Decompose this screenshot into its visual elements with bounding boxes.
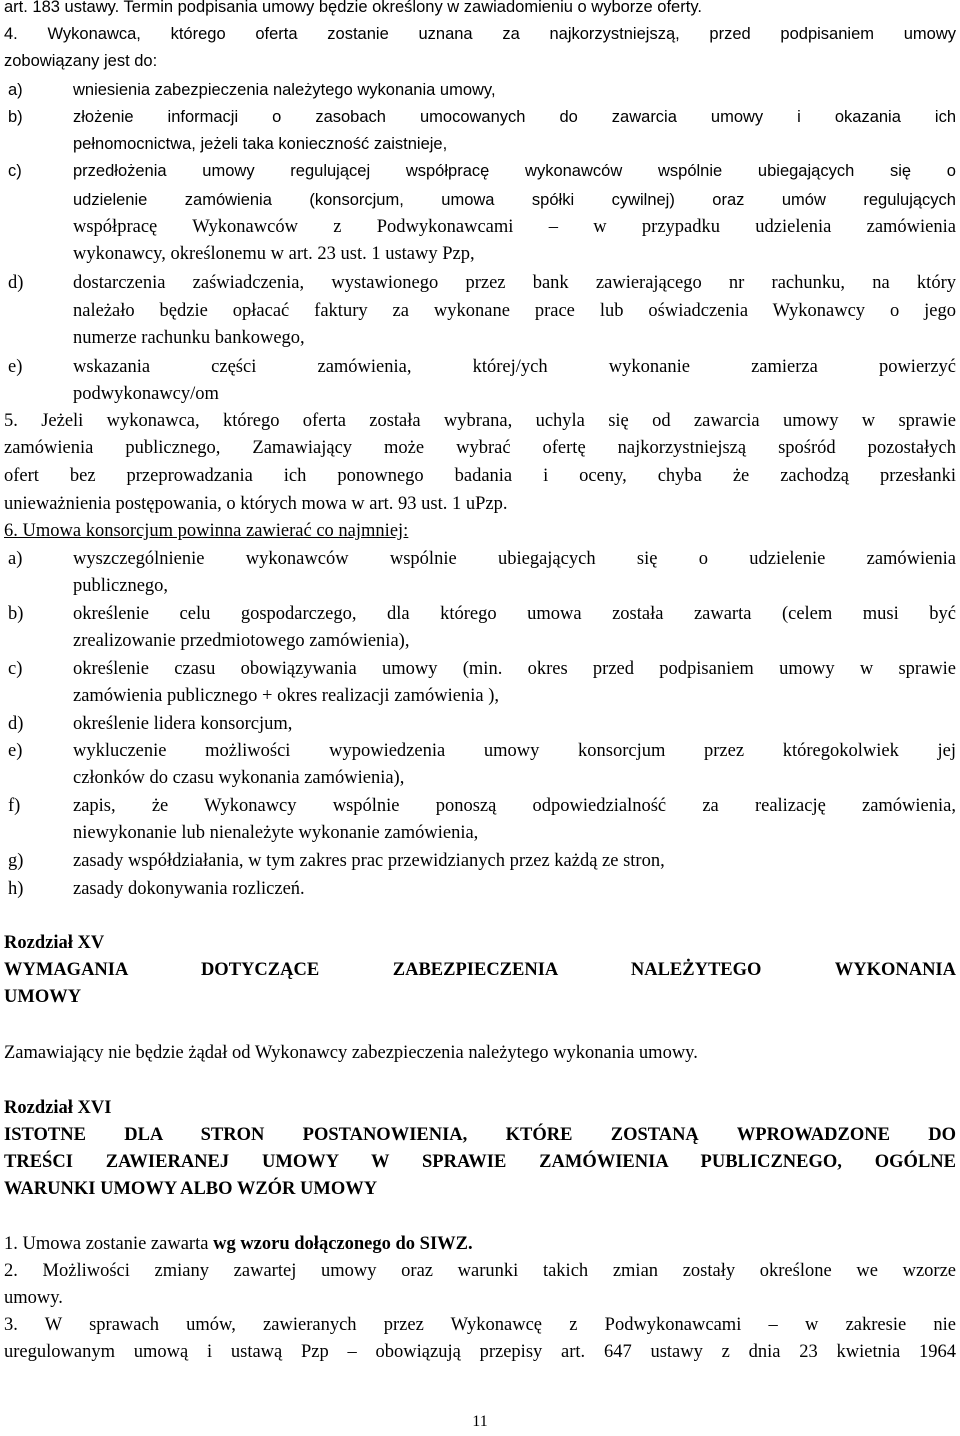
list-item xyxy=(4,354,956,381)
chapter-title: UMOWY xyxy=(4,987,82,1007)
list-label: c) xyxy=(8,659,23,679)
list-item xyxy=(4,158,956,185)
list-label: d) xyxy=(8,273,24,293)
text-line: 5. Jeżeli wykonawca, którego oferta została wybrana, uchyla się od zawarcia umowy w sprawie xyxy=(4,411,956,431)
list-item xyxy=(4,77,956,104)
list-text: należało będzie opłacać faktury za wykonane prace lub oświadczenia Wykonawcy o jego xyxy=(73,301,956,321)
list-text: podwykonawcy/om xyxy=(73,384,219,404)
list-text: zasady dokonywania rozliczeń. xyxy=(73,879,305,899)
list-label: e) xyxy=(8,357,23,377)
list-text: pełnomocnictwa, jeżeli taka konieczność zaistnieje, xyxy=(73,135,448,153)
list-text: udzielenie zamówienia (konsorcjum, umowa spółki cywilnej) oraz umów regulujących xyxy=(73,191,956,209)
list-item xyxy=(4,876,956,903)
list-text: wykluczenie możliwości wypowiedzenia umowy konsorcjum przez któregokolwiek jej xyxy=(73,741,956,761)
bold-text: wg wzoru dołączonego do SIWZ. xyxy=(213,1234,473,1254)
chapter-title: WYMAGANIA DOTYCZĄCE ZABEZPIECZENIA NALEŻYTEGO WYKONANIA xyxy=(4,960,956,980)
section-heading: 6. Umowa konsorcjum powinna zawierać co najmniej: xyxy=(4,521,409,541)
list-text: wskazania części zamówienia, której/ych wykonanie zamierza powierzyć xyxy=(73,357,956,377)
list-text: wykonawcy, określonemu w art. 23 ust. 1 ustawy Pzp, xyxy=(73,244,475,264)
list-label: b) xyxy=(8,108,23,126)
text-line: uregulowanym umową i ustawą Pzp – obowiązują przepisy art. 647 ustawy z dnia 23 kwietnia 1964 xyxy=(4,1342,956,1362)
text-line: 3. W sprawach umów, zawieranych przez Wykonawcę z Podwykonawcami – w zakresie nie xyxy=(4,1315,956,1335)
list-text: przedłożenia umowy regulującej współpracę wykonawców wspólnie ubiegających się o xyxy=(73,162,956,180)
list-label: e) xyxy=(8,741,23,761)
list-text: niewykonanie lub nienależyte wykonanie zamówienia, xyxy=(73,823,479,843)
list-text: członków do czasu wykonania zamówienia), xyxy=(73,768,405,788)
chapter-label: Rozdział XVI xyxy=(4,1098,112,1118)
list-item xyxy=(4,738,956,765)
list-text: numerze rachunku bankowego, xyxy=(73,328,305,348)
list-text: określenie celu gospodarczego, dla którego umowa została zawarta (celem musi być xyxy=(73,604,956,624)
text-line: Zamawiający nie będzie żądał od Wykonawcy zabezpieczenia należytego wykonania umowy. xyxy=(4,1043,698,1063)
list-label: h) xyxy=(8,879,24,899)
list-item xyxy=(4,104,956,131)
list-item xyxy=(4,656,956,683)
list-item xyxy=(4,848,956,875)
list-item xyxy=(4,601,956,628)
list-label: g) xyxy=(8,851,24,871)
list-text: wyszczególnienie wykonawców wspólnie ubiegających się o udzielenie zamówienia xyxy=(73,549,956,569)
list-text: złożenie informacji o zasobach umocowanych do zawarcia umowy i okazania ich xyxy=(73,108,956,126)
list-item xyxy=(4,793,956,820)
list-text: dostarczenia zaświadczenia, wystawionego przez bank zawierającego nr rachunku, na który xyxy=(73,273,956,293)
text-line: 2. Możliwości zmiany zawartej umowy oraz warunki takich zmian zostały określone we wzorze xyxy=(4,1261,956,1281)
list-text: zrealizowanie przedmiotowego zamówienia), xyxy=(73,631,410,651)
list-label: f) xyxy=(8,796,21,816)
list-text: zasady współdziałania, w tym zakres prac przewidzianych przez każdą ze stron, xyxy=(73,851,665,871)
page-number: 11 xyxy=(472,1413,488,1430)
list-text: określenie lidera konsorcjum, xyxy=(73,714,293,734)
list-text: zapis, że Wykonawcy wspólnie ponoszą odpowiedzialność za realizację zamówienia, xyxy=(73,796,956,816)
text-line: unieważnienia postępowania, o których mowa w art. 93 ust. 1 uPzp. xyxy=(4,494,508,514)
list-text: publicznego, xyxy=(73,576,169,596)
list-text: wniesienia zabezpieczenia należytego wykonania umowy, xyxy=(73,81,496,99)
list-label: c) xyxy=(8,162,22,180)
list-label: b) xyxy=(8,604,24,624)
list-text: współpracę Wykonawców z Podwykonawcami – w przypadku udzielenia zamówienia xyxy=(73,217,956,237)
list-text: określenie czasu obowiązywania umowy (min. okres przed podpisaniem umowy w sprawie xyxy=(73,659,956,679)
text-line: ofert bez przeprowadzania ich ponownego badania i oceny, chyba że zachodzą przesłanki xyxy=(4,466,956,486)
list-label: d) xyxy=(8,714,24,734)
list-item xyxy=(4,711,956,738)
list-item xyxy=(4,546,956,573)
chapter-title: ISTOTNE DLA STRON POSTANOWIENIA, KTÓRE ZOSTANĄ WPROWADZONE DO xyxy=(4,1125,956,1145)
text-span: 1. Umowa zostanie zawarta xyxy=(4,1234,214,1254)
list-label: a) xyxy=(8,549,23,569)
text-line: umowy. xyxy=(4,1288,63,1308)
chapter-title: WARUNKI UMOWY ALBO WZÓR UMOWY xyxy=(4,1179,378,1199)
list-label: a) xyxy=(8,81,23,99)
text-line: 4. Wykonawca, którego oferta zostanie uznana za najkorzystniejszą, przed podpisaniem umowy xyxy=(4,25,956,43)
list-text: zamówienia publicznego + okres realizacji zamówienia ), xyxy=(73,686,499,706)
chapter-label: Rozdział XV xyxy=(4,933,105,953)
list-item xyxy=(4,270,956,297)
text-line xyxy=(4,1231,956,1258)
text-line: zamówienia publicznego, Zamawiający może wybrać ofertę najkorzystniejszą spośród pozostałych xyxy=(4,438,956,458)
chapter-title: TREŚCI ZAWIERANEJ UMOWY W SPRAWIE ZAMÓWIENIA PUBLICZNEGO, OGÓLNE xyxy=(4,1152,956,1172)
text-line: art. 183 ustawy. Termin podpisania umowy będzie określony w zawiadomieniu o wyborze oferty. xyxy=(4,0,702,16)
text-line: zobowiązany jest do: xyxy=(4,52,158,70)
